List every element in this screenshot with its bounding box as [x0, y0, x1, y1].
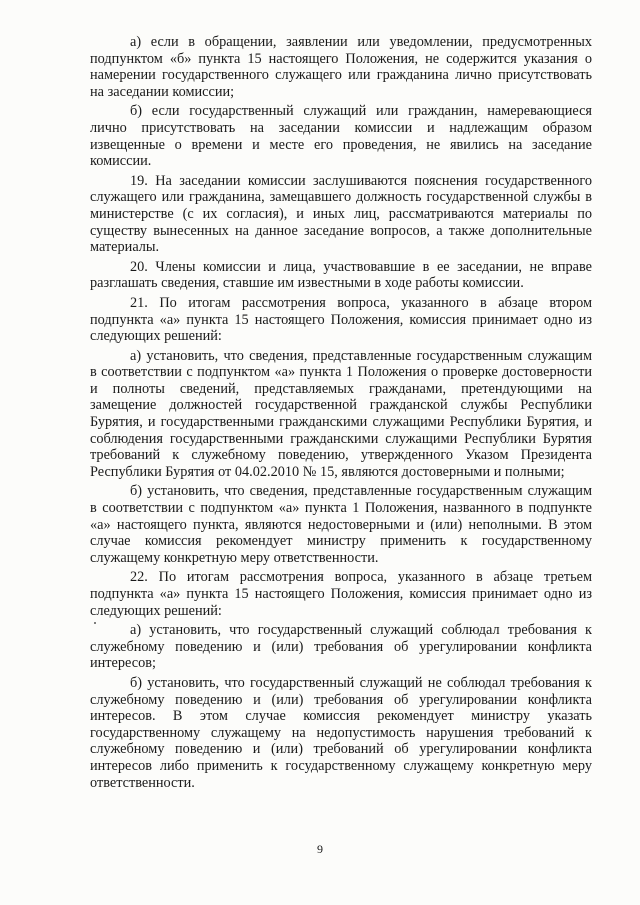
scan-speck [94, 622, 96, 624]
paragraph-21a: а) установить, что сведения, представленные государственным служащим в соответствии с подпунктом «а» пункта 1 Положения о проверке достоверности и полноты сведений, представляемых гражданами, претендующими на замещение должностей государственной гражданской службы Республики Бурятия, и государственными гражданскими служащими Республики Бурятия, и соблюдения государственными гражданскими служащими Республики Бурятия требований к служебному поведению, утвержденного Указом Президента Республики Бурятия от 04.02.2010 № 15, являются достоверными и полными; [90, 347, 592, 480]
paragraph-22a: а) установить, что государственный служащий соблюдал требования к служебному поведению и (или) требования об урегулировании конфликта интересов; [90, 622, 592, 672]
paragraph-22: 22. По итогам рассмотрения вопроса, указанного в абзаце третьем подпункта «а» пункта 15 настоящего Положения, комиссия принимает одно из следующих решений: [90, 569, 592, 619]
paragraph-19: 19. На заседании комиссии заслушиваются пояснения государственного служащего или гражданина, замещавшего должность государственной службы в министерстве (с их согласия), и иных лиц, рассматриваются материалы по существу вынесенных на данное заседание вопросов, а также дополнительные материалы. [90, 172, 592, 256]
paragraph-20: 20. Члены комиссии и лица, участвовавшие в ее заседании, не вправе разглашать сведения, ставшие им известными в ходе работы комиссии. [90, 258, 592, 292]
paragraph-18b: б) если государственный служащий или гражданин, намеревающиеся лично присутствовать на заседании комиссии и надлежащим образом извещенные о времени и месте его проведения, не явились на заседание комиссии. [90, 103, 592, 170]
document-body [90, 34, 592, 794]
paragraph-18a: а) если в обращении, заявлении или уведомлении, предусмотренных подпунктом «б» пункта 15 настоящего Положения, не содержится указания о намерении государственного служащего или гражданина лично присутствовать на заседании комиссии; [90, 34, 592, 100]
paragraph-22b: б) установить, что государственный служащий не соблюдал требования к служебному поведению и (или) требования об урегулировании конфликта интересов. В этом случае комиссия рекомендует министру указать государственному служащему на недопустимость нарушения требований к служебному поведению и (или) требований об урегулировании конфликта интересов либо применить к государственному служащему конкретную меру ответственности. [90, 674, 592, 791]
paragraph-21b: б) установить, что сведения, представленные государственным служащим в соответствии с подпунктом «а» пункта 1 Положения, названного в подпункте «а» настоящего пункта, являются недостоверными и (или) неполными. В этом случае комиссия рекомендует министру применить к государственному служащему конкретную меру ответственности. [90, 483, 592, 566]
page-number: 9 [317, 842, 323, 856]
paragraph-21: 21. По итогам рассмотрения вопроса, указанного в абзаце втором подпункта «а» пункта 15 настоящего Положения, комиссия принимает одно из следующих решений: [90, 294, 592, 345]
